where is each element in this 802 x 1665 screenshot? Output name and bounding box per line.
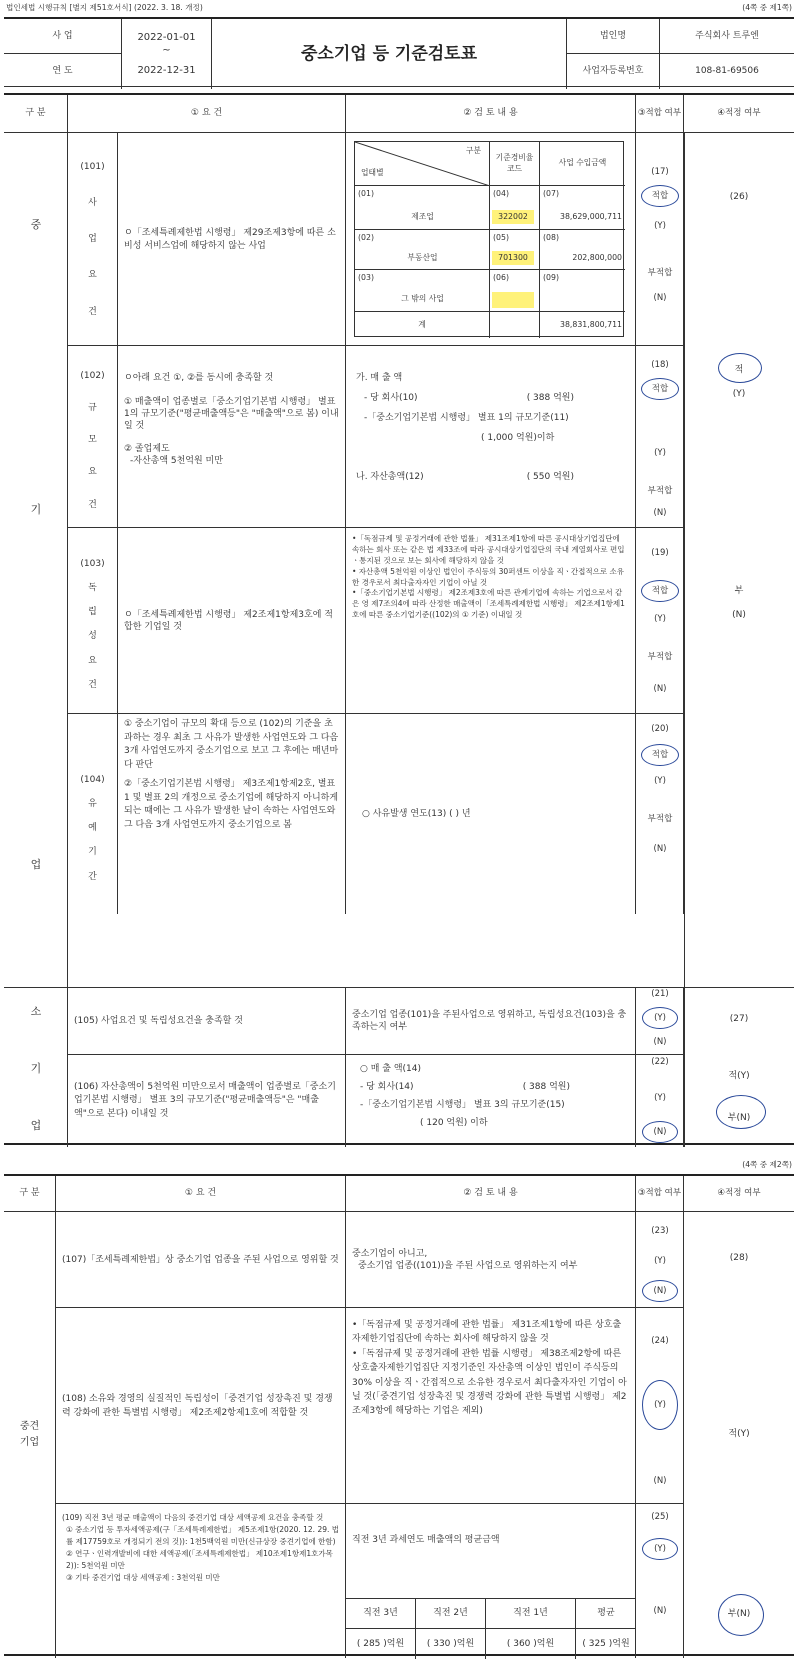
main-table-page2: 구 분 ① 요 건 ② 검 토 내 용 ③적합 여부 ④적정 여부 중견기업 (107)「조세특례제한법」상 중소기업 업종을 주된 사업으로 영위할 것 중소기업이 아니고, 중소기업 업종((101))을 주된 사업으로 영위하는지 여부 (23) (Y) (N) (28) (108) 소유와 경영의 실질적인 독립성이「중견기업 성장촉진 및 경쟁력 강화에 관한 특별법 시행령」 제2조제2항제1호에 적합할 것 •「독점규제 및 공정거래에 관한 법률」 제31조제1항에 따른 상호출자제한기업집단에 속하는 회사에 해당하지 않을 것 •「독점규제 및 공정거래에 관한 법률 시행령」 제38조제2항에 따른 상호출자제한기업집단 지정기준인 자산총액 이상인 법인이 주식등의 30% 이상을 직ㆍ간접적으로 소유한 경우로서 최다출자자인 기업이 아닐 것(「중견기업 성장촉진 및 경쟁력 강화에 관한 특별법 시행령」 제2조제3항에 해당하는 기업은 제외) (24) (Y) (N) 적(Y) (109) 직전 3년 평균 매출액이 다음의 중견기업 대상 세액공제 요건을 충족할 것 ① 중소기업 등 투자세액공제(구「조세특례제한법」 제5조제1항(2020. 12. 29. 법률 제17759호로 개정되기 전의 것)): 1천5백억원 미만(신규상장 중견기업에 한함) ② 연구ㆍ인력개발비에 대한 세액공제(「조세특례제한법」 제10조제1항제1호가목2)): 5천억원 미만 ③ 기타 중견기업 대상 세액공제 : 3천억원 미만 직전 3년 과세연도 매출액의 평균금액 직전 3년 직전 2년 직전 1년 평균 ( 285 )억원 ( 330 )억원 ( 360 )억원 ( 325 )억원 (25) (Y) (N) 부(N) xyxy=(4,1174,794,1656)
fit3-109: (25) (Y) (N) xyxy=(636,1504,684,1658)
circle-mark xyxy=(641,185,679,207)
circle-mark xyxy=(642,1538,678,1560)
req-108: (108) 소유와 경영의 실질적인 독립성이「중견기업 성장촉진 및 경쟁력 강화에 관한 특별법 시행령」 제2조제2항제1호에 적합할 것 xyxy=(56,1308,346,1504)
row-108 xyxy=(56,1308,684,1504)
col-req: ① 요 건 xyxy=(68,95,346,133)
fit4-108: 적(Y) xyxy=(728,1429,750,1439)
review-109: 직전 3년 과세연도 매출액의 평균금액 직전 3년 직전 2년 직전 1년 평균 ( 285 )억원 ( 330 )억원 ( 360 )억원 ( 325 )억원 xyxy=(346,1504,636,1658)
col-fit4: ④적정 여부 xyxy=(684,95,794,133)
review-107: 중소기업이 아니고, 중소기업 업종((101))을 주된 사업으로 영위하는지 여부 xyxy=(346,1212,636,1308)
biz-year-label: 사 업 xyxy=(52,30,73,41)
page-indicator-2: (4쪽 중 제2쪽) xyxy=(742,1160,792,1169)
req-101: ㅇ「조세특례제한법 시행령」 제29조제3항에 따른 소비성 서비스업에 해당하지 않는 사업 xyxy=(118,133,346,346)
row-107 xyxy=(56,1212,684,1308)
fit4-105: (27) xyxy=(729,1014,749,1024)
industry-table: 구분 업태별 기준경비율코드 사업 수입금액 (01) 제조업 (04) 322002 (07) 38,629,000,711 (02) 부동산업 (05) 701300 (08) 202,800,000 (03) 그 밖의 사업 (06) (09) 계 38,831,800,711 xyxy=(354,141,624,337)
fit3-104: (20) 적합 (Y) 부적합 (N) xyxy=(636,714,684,914)
page-indicator: (4쪽 중 제1쪽) xyxy=(742,3,792,12)
row-106 xyxy=(68,1055,684,1147)
circle-mark xyxy=(641,580,679,602)
fit3-101: (17) 적합 (Y) 부적합 (N) xyxy=(636,133,684,346)
req-105: (105) 사업요건 및 독립성요건을 충족할 것 xyxy=(68,987,346,1055)
col-review: ② 검 토 내 용 xyxy=(346,95,636,133)
circle-mark xyxy=(642,1007,678,1029)
row-102: (102) 규 모 요 건 ㅇ아래 요건 ①, ②를 동시에 충족할 것 ① 매출액이 업종별로「중소기업기본법 시행령」 별표 1의 규모기준("평균매출액등"은 "매출액"으로 봄) 이내일 것 ② 졸업제도 -자산총액 5천억원 미만 가. 매 출 액 - 당 회사(10) ( 388 억원) -「중소기업기본법 시행령」 별표 1의 규모기준(11) ( 1,000 억원)이하 나. 자산총액(12) ( 550 억원) (18) 적합 (Y) 부적합 (N) xyxy=(68,346,684,528)
fit4-107: (28) xyxy=(729,1253,749,1263)
fit4-106: 적(Y) 부(N) xyxy=(727,1071,751,1124)
date-tilde: ~ xyxy=(162,45,171,57)
col-fit3: ③적합 여부 xyxy=(636,95,684,133)
review-106: ○ 매 출 액(14) - 당 회사(14) ( 388 억원) -「중소기업기본법 시행령」 별표 3의 규모기준(15) ( 120 억원) 이하 xyxy=(346,1055,636,1147)
circle-mark xyxy=(641,744,679,766)
row-101: (101) 사 업 요 건 ㅇ「조세특례제한법 시행령」 제29조제3항에 따른 소비성 서비스업에 해당하지 않는 사업 구분 업태별 기준경비율코드 사업 수입금액 (01) 제조업 (04) 322002 (07) 38,629,000,711 (02) 부동산업 (05) 701300 (08) 202,800,000 (03) 그 밖의 사업 (06) (09) 계 38,831,800,711 (17) 적합 (Y) 부적합 (N) xyxy=(68,133,684,346)
circle-mark xyxy=(641,378,679,400)
code-322002: 322002 xyxy=(492,210,534,224)
circle-mark xyxy=(718,1594,764,1636)
circle-mark xyxy=(716,1095,766,1129)
total-amount: 38,831,800,711 xyxy=(559,320,622,329)
main-table-page1 xyxy=(4,93,794,1145)
req-106: (106) 자산총액이 5천억원 미만으로서 매출액이 업종별로「중소기업기본법 시행령」 별표 3의 규모기준("평균매출액등"은 "매출액"으로 본다) 이내일 것 xyxy=(68,1055,346,1147)
form-reference: 법인세법 시행규칙 [별지 제51호서식] (2022. 3. 18. 개정) xyxy=(6,3,203,12)
fit3-102: (18) 적합 (Y) 부적합 (N) xyxy=(636,346,684,528)
side-small: 소 기 업 xyxy=(4,987,68,1147)
avg-sales-table: 직전 3년 직전 2년 직전 1년 평균 ( 285 )억원 ( 330 )억원 ( 360 )억원 ( 325 )억원 xyxy=(346,1598,636,1658)
col-gubun: 구 분 xyxy=(4,95,68,133)
fit4-109: 부(N) xyxy=(727,1609,751,1619)
fit4-103: 부 (N) xyxy=(732,586,746,621)
code-empty xyxy=(492,292,534,308)
date-from: 2022-01-01 xyxy=(137,31,196,43)
fit3-108: (24) (Y) (N) xyxy=(636,1308,684,1504)
fit4-102: 적 (Y) xyxy=(732,365,746,400)
fit4-101: (26) xyxy=(729,192,749,202)
review-103: •「독점규제 및 공정거래에 관한 법률」 제31조제1항에 따른 공시대상기업집단에 속하는 회사 또는 같은 법 제33조에 따라 공시대상기업집단의 국내 계열회사로 편입ㆍ통지된 것으로 보는 회사에 해당하지 않을 것 • 자산총액 5천억원 이상인 법인이 주식등의 30퍼센트 이상을 직ㆍ간접적으로 소유한 경우로서 최다출자자인 기업이 아닐 것 •「중소기업기본법 시행령」 제2조제3호에 따른 관계기업에 속하는 기업으로서 같은 영 제7조의4에 따라 산정한 매출액이「조세특례제한법 시행령」 제2조제1항제1호에 따른 중소기업기준((102)의 ① 기준) 이내일 것 xyxy=(346,528,636,714)
side-sme: 중 기 업 xyxy=(4,133,68,987)
review-102: 가. 매 출 액 - 당 회사(10) ( 388 억원) -「중소기업기본법 시행령」 별표 1의 규모기준(11) ( 1,000 억원)이하 나. 자산총액(12) ( 550 억원) xyxy=(346,346,636,528)
regno-label: 사업자등록번호 xyxy=(567,54,660,89)
form-header xyxy=(4,17,794,87)
fit3-103: (19) 적합 (Y) 부적합 (N) xyxy=(636,528,684,714)
req-107: (107)「조세특례제한법」상 중소기업 업종을 주된 사업으로 영위할 것 xyxy=(56,1212,346,1308)
circle-mark xyxy=(642,1380,678,1430)
circle-mark xyxy=(718,353,762,383)
fit3-106: (22) (Y) (N) xyxy=(636,1055,684,1147)
circle-mark xyxy=(642,1121,678,1143)
corp-name-value: 주식회사 트루엔 xyxy=(660,19,794,54)
fit3-105: (21) (Y) (N) xyxy=(636,987,684,1055)
corp-name-label: 법인명 xyxy=(567,19,660,54)
row-109 xyxy=(56,1504,684,1658)
review-101 xyxy=(346,133,636,346)
review-108: •「독점규제 및 공정거래에 관한 법률」 제31조제1항에 따른 상호출자제한기업집단에 속하는 회사에 해당하지 않을 것 •「독점규제 및 공정거래에 관한 법률 시행령」 제38조제2항에 따른 상호출자제한기업집단 지정기준인 자산총액 이상인 법인이 주식등의 30% 이상을 직ㆍ간접적으로 소유한 경우로서 최다출자자인 기업이 아닐 것(「중견기업 성장촉진 및 경쟁력 강화에 관한 특별법 시행령」 제2조제3항에 해당하는 기업은 제외) xyxy=(346,1308,636,1504)
regno-value: 108-81-69506 xyxy=(695,66,759,77)
row-103: (103) 독 립 성 요 건 ㅇ「조세특례제한법 시행령」 제2조제1항제3호에 적합한 기업일 것 •「독점규제 및 공정거래에 관한 법률」 제31조제1항에 따른 공시대상기업집단에 속하는 회사 또는 같은 법 제33조에 따라 공시대상기업집단의 국내 계열회사로 편입ㆍ통지된 것으로 보는 회사에 해당하지 않을 것 • 자산총액 5천억원 이상인 법인이 주식등의 30퍼센트 이상을 직ㆍ간접적으로 소유한 경우로서 최다출자자인 기업이 아닐 것 •「중소기업기본법 시행령」 제2조제3호에 따른 관계기업에 속하는 기업으로서 같은 영 제7조의4에 따라 산정한 매출액이「조세특례제한법 시행령」 제2조제1항제1호에 따른 중소기업기준((102)의 ① 기준) 이내일 것 (19) 적합 (Y) 부적합 (N) xyxy=(68,528,684,714)
page-title: 중소기업 등 기준검토표 xyxy=(212,19,567,89)
req-103: ㅇ「조세특례제한법 시행령」 제2조제1항제3호에 적합한 기업일 것 xyxy=(118,528,346,714)
req-102: ㅇ아래 요건 ①, ②를 동시에 충족할 것 ① 매출액이 업종별로「중소기업기본법 시행령」 별표 1의 규모기준("평균매출액등"은 "매출액"으로 봄) 이내일 것 ② 졸업제도 -자산총액 5천억원 미만 xyxy=(118,346,346,528)
side-midsize: 중견기업 xyxy=(4,1212,56,1658)
review-105: 중소기업 업종(101)을 주된사업으로 영위하고, 독립성요건(103)을 충족하는지 여부 xyxy=(346,987,636,1055)
biz-year-label-2: 연 도 xyxy=(52,66,73,77)
date-to: 2022-12-31 xyxy=(137,64,196,76)
req-104: ① 중소기업이 규모의 확대 등으로 (102)의 기준을 초과하는 경우 최초 그 사유가 발생한 사업연도와 그 다음 3개 사업연도까지 중소기업으로 보고 그 후에는 매년마다 판단 ②「중소기업기본법 시행령」 제3조제1항제2호, 별표 1 및 별표 2의 개정으로 중소기업에 해당하지 아니하게 되는 때에는 그 사유가 발생한 날이 속하는 사업연도와 그 다음 3개 사업연도까지 중소기업으로 봄 xyxy=(118,714,346,914)
req-109: (109) 직전 3년 평균 매출액이 다음의 중견기업 대상 세액공제 요건을 충족할 것 ① 중소기업 등 투자세액공제(구「조세특례제한법」 제5조제1항(2020. 12. 29. 법률 제17759호로 개정되기 전의 것)): 1천5백억원 미만(신규상장 중견기업에 한함) ② 연구ㆍ인력개발비에 대한 세액공제(「조세특례제한법」 제10조제1항제1호가목2)): 5천억원 미만 ③ 기타 중견기업 대상 세액공제 : 3천억원 미만 xyxy=(56,1504,346,1658)
review-104: ○ 사유발생 연도(13) ( ) 년 xyxy=(346,714,636,914)
row-105 xyxy=(68,987,684,1055)
fit3-107: (23) (Y) (N) xyxy=(636,1212,684,1308)
row-104: (104) 유 예 기 간 ① 중소기업이 규모의 확대 등으로 (102)의 기준을 초과하는 경우 최초 그 사유가 발생한 사업연도와 그 다음 3개 사업연도까지 중소기업으로 보고 그 후에는 매년마다 판단 ②「중소기업기본법 시행령」 제3조제1항제2호, 별표 1 및 별표 2의 개정으로 중소기업에 해당하지 아니하게 되는 때에는 그 사유가 발생한 날이 속하는 사업연도와 그 다음 3개 사업연도까지 중소기업으로 봄 ○ 사유발생 연도(13) ( ) 년 (20) 적합 (Y) 부적합 (N) xyxy=(68,714,684,914)
circle-mark xyxy=(642,1280,678,1302)
code-701300: 701300 xyxy=(492,251,534,265)
